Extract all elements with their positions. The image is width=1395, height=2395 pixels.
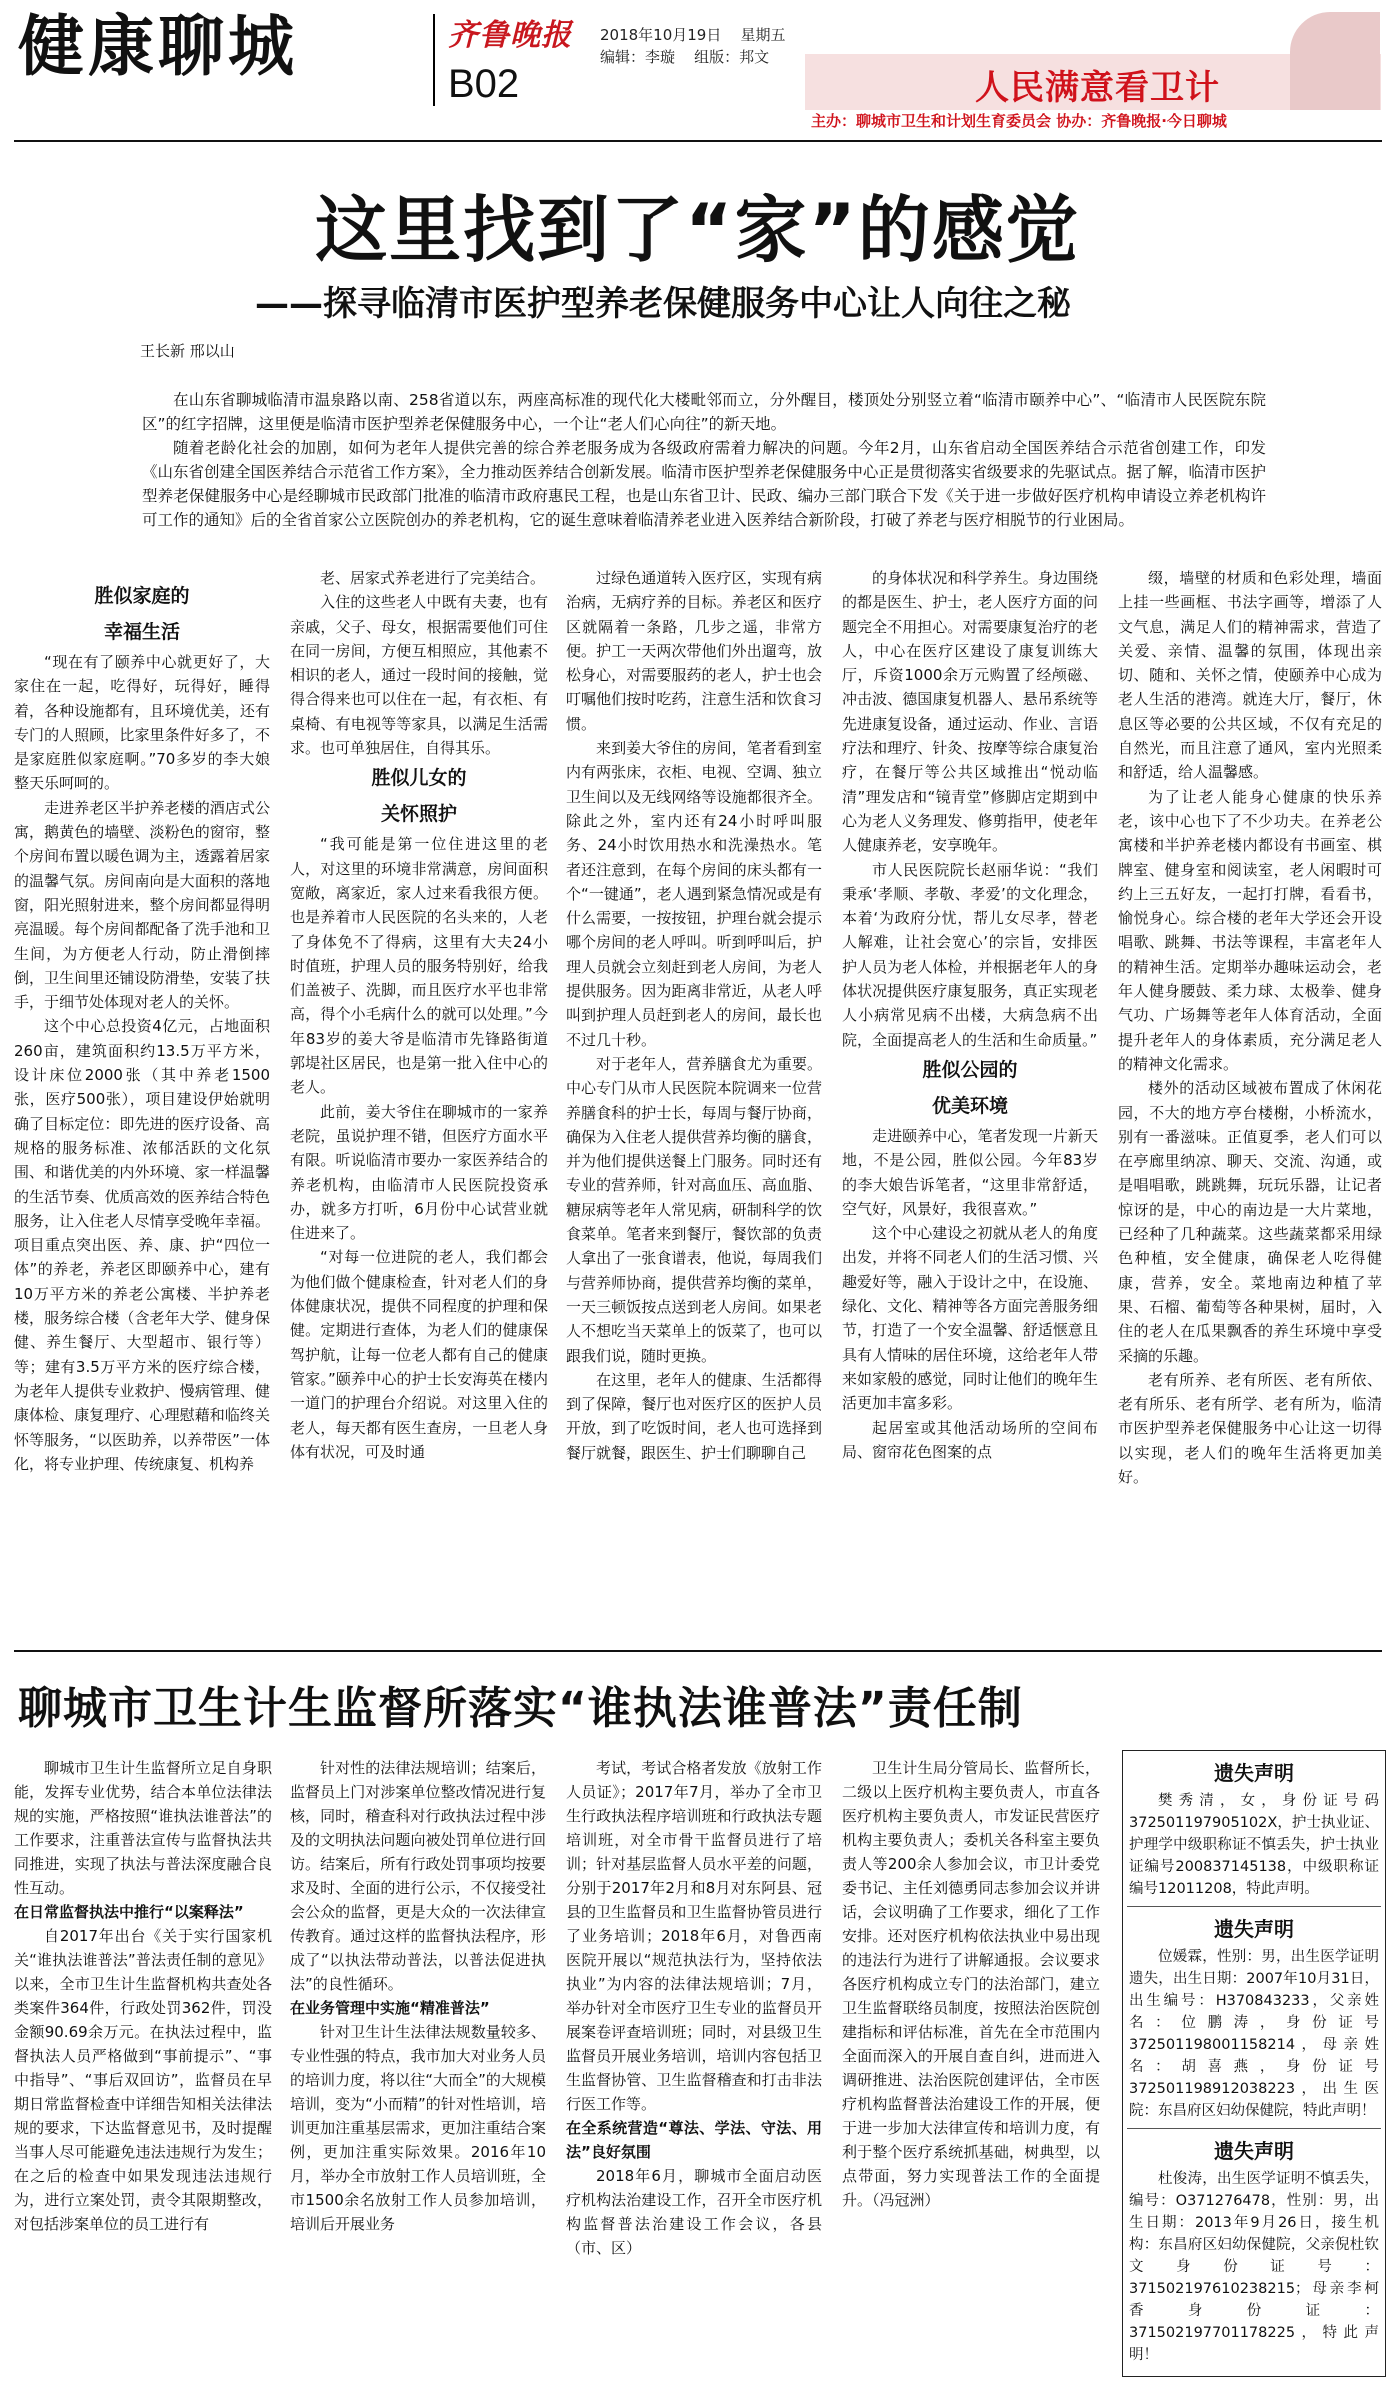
- nurse-illustration: [1290, 12, 1380, 110]
- paragraph: “现在有了颐养中心就更好了，大家住在一起，吃得好，玩得好，睡得着，各种设施都有，且环境优美，还有专门的人照顾，比家里条件好多了，不是家庭胜似家庭啊。”70多岁的李大娘整天乐呵呵的。: [14, 653, 270, 793]
- section-heading-line1: 胜似儿女的: [371, 767, 467, 790]
- section-heading-line2: 关怀照护: [380, 803, 457, 826]
- notice-body: 杜俊涛，出生医学证明不慎丢失，编号：O371276478，性别：男，出生日期：2013年9月26日，接生机构：东昌府区妇幼保健院，父亲倪杜钦文身份证号：371502197610238215；母亲李柯香身份证：371502197701178225，特此声明！: [1129, 2171, 1379, 2363]
- paragraph: 聊城市卫生计生监督所立足自身职能，发挥专业优势，结合本单位法律法规的实施，严格按照“谁执法谁普法”的工作要求，注重普法宣传与监督执法共同推进，实现了执法与普法深度融合良性互动。: [14, 1759, 272, 1897]
- paragraph: 起居室或其他活动场所的空间布局、窗帘花色图案的点: [842, 1418, 1098, 1461]
- paragraph: 走进颐养中心，笔者发现一片新天地，不是公园，胜似公园。今年83岁的李大娘告诉笔者，“这里非常舒适，空气好，风景好，我很喜欢。”: [842, 1126, 1098, 1218]
- paragraph: 缀，墙壁的材质和色彩处理，墙面上挂一些画框、书法字画等，增添了人文气息，满足人们的精神需求，营造了关爱、亲情、温馨的氛围，体现出亲切、随和、关怀之情，使颐养中心成为老人生活的港湾。就连大厅，餐厅，休息区等必要的公共区域，不仅有充足的自然光，而且注意了通风，室内光照柔和舒适，给人温馨感。: [1118, 569, 1382, 782]
- paragraph: 这个中心总投资4亿元，占地面积260亩，建筑面积约13.5万平方米，设计床位2000张（其中养老1500张，医疗500张），项目建设伊始就明确了目标定位：即先进的医疗设备、高规格的服务标准、浓郁活跃的文化氛围、和谐优美的内外环境、家一样温馨的生活节奏、优质高效的医养结合特色服务，让入住老人尽情享受晚年幸福。项目重点突出医、养、康、护“四位一体”的养老，养老区即颐养中心，建有10万平方米的养老公寓楼、半护养老楼，服务综合楼（含老年大学、健身保健、养生餐厅、大型超市、银行等）等；建有3.5万平方米的医疗综合楼，为老年人提供专业救护、慢病管理、健康体检、康复理疗、心理慰藉和临终关怀等服务，“以医助养，以养带医”一体化，将专业护理、传统康复、机构养: [14, 1017, 270, 1473]
- article-headline: 这里找到了“家”的感觉: [315, 188, 1080, 272]
- paragraph: 市人民医院院长赵丽华说：“我们秉承‘孝顺、孝敬、孝爱’的文化理念，本着‘为政府分忧，帮儿女尽孝，替老人解难，让社会宽心’的宗旨，安排医护人员为老人体检，并根据老年人的身体状况提供医疗康复服务，真正实现老人小病常见病不出楼，大病急病不出院，全面提高老人的生活和生命质量。”: [842, 860, 1098, 1049]
- masthead-rule: [14, 140, 1382, 142]
- article-column-3: [566, 566, 822, 1638]
- paragraph: 针对卫生计生法律法规数量较多、专业性强的特点，我市加大对业务人员的培训力度，将以往“大而全”的大规模培训，变为“小而精”的针对性培训，培训更加注重基层需求，更加注重结合案例，更加注重实际效果。2016年10月，举办全市放射工作人员培训班，全市1500余名放射工作人员参加培训，培训后开展业务: [290, 2023, 546, 2233]
- paragraph: 自2017年出台《关于实行国家机关“谁执法谁普法”普法责任制的意见》以来，全市卫生计生监督机构共查处各类案件364件，行政处罚362件，罚没金额90.69余万元。在执法过程中，监督执法人员严格做到“事前提示”、“事中指导”、“事后双回访”，监督员在早期日常监督检查中详细告知相关法律法规的要求，下达监督意见书，及时提醒当事人尽可能避免违法违规行为发生；在之后的检查中如果发现违法违规行为，进行立案处罚，责令其限期整改，对包括涉案单位的员工进行有: [14, 1927, 272, 2233]
- paragraph: 此前，姜大爷住在聊城市的一家养老院，虽说护理不错，但医疗方面水平有限。听说临清市要办一家医养结合的养老机构，由临清市人民医院投资承办，就多方打听，6月份中心试营业就住进来了。: [290, 1102, 548, 1243]
- section-heading-line2: 优美环境: [931, 1094, 1008, 1117]
- article2-headline: 聊城市卫生计生监督所落实“谁执法谁普法”责任制: [18, 1683, 1023, 1734]
- lost-notice-box: [1122, 1750, 1386, 2377]
- subheading: 在全系统营造“尊法、学法、守法、用法”良好氛围: [566, 2119, 822, 2161]
- issue-weekday: 星期五: [740, 26, 786, 44]
- notice-title: 遗失声明: [1214, 1761, 1294, 1785]
- section-heading-line1: 胜似公园的: [922, 1058, 1018, 1081]
- column-banner: [805, 54, 1381, 132]
- notice-title: 遗失声明: [1214, 2139, 1294, 2163]
- banner-title: 人民满意看卫计: [975, 68, 1220, 108]
- article-lead: [142, 388, 1266, 532]
- article-byline: 王长新 邢以山: [140, 342, 235, 360]
- banner-sponsors: 主办：聊城市卫生和计划生育委员会 协办：齐鲁晚报·今日聊城: [805, 110, 1381, 132]
- paragraph: 来到姜大爷住的房间，笔者看到室内有两张床，衣柜、电视、空调、独立卫生间以及无线网络等设施都很齐全。除此之外，室内还有24小时呼叫服务、24小时饮用热水和洗澡热水。笔者还注意到，在每个房间的床头都有一个“一键通”，老人遇到紧急情况或是有什么需要，一按按钮，护理台就会提示哪个房间的老人呼叫。听到呼叫后，护理人员就会立刻赶到老人房间，为老人提供服务。因为距离非常近，从老人呼叫到护理人员赶到老人的房间，最长也不过几十秒。: [566, 739, 822, 1049]
- paragraph: 的身体状况和科学养生。身边围绕的都是医生、护士，老人医疗方面的问题完全不用担心。对需要康复治疗的老人，中心在医疗区建设了康复训练大厅，斥资1000余万元购置了经颅磁、冲击波、德国康复机器人、悬吊系统等先进康复设备，通过运动、作业、言语疗法和理疗、针灸、按摩等综合康复治疗，在餐厅等公共区域推出“悦动临清”理发店和“镜青堂”修脚店定期到中心为老人义务理发、修剪指甲，使老年人健康养老，安享晚年。: [842, 569, 1098, 855]
- paragraph: 走进养老区半护养老楼的酒店式公寓，鹅黄色的墙壁、淡粉色的窗帘，整个房间布置以暖色调为主，透露着居家的温馨气氛。房间南向是大面积的落地窗，阳光照射进来，整个房间都显得明亮温暖。每个房间都配备了洗手池和卫生间，为方便老人行动，防止滑倒摔倒，卫生间里还铺设防滑垫，安装了扶手，于细节处体现对老人的关怀。: [14, 798, 270, 1012]
- article2-column-3: [566, 1756, 822, 2376]
- paragraph: 针对性的法律法规培训；结案后，监督员上门对涉案单位整改情况进行复核，同时，稽查科对行政执法过程中涉及的文明执法问题向被处罚单位进行回访。结案后，所有行政处罚事项均按要求及时、全面的进行公示，不仅接受社会公众的监督，更是大众的一次法律宣传教育。通过这样的监督执法程序，形成了“以执法带动普法，以普法促进执法”的良性循环。: [290, 1759, 546, 1993]
- subheading: 在业务管理中实施“精准普法”: [290, 1999, 490, 2017]
- designer: 组版：邦文: [694, 48, 770, 66]
- paragraph: 老、居家式养老进行了完美结合。: [320, 569, 546, 587]
- article-column-1: [14, 578, 270, 1638]
- article2-column-2: [290, 1756, 546, 2376]
- article-subheadline: ——探寻临清市医护型养老保健服务中心让人向往之秘: [255, 284, 1071, 324]
- newspaper-logo: 齐鲁晚报: [448, 18, 572, 53]
- article2-column-1: [14, 1756, 272, 2376]
- paragraph: “对每一位进院的老人，我们都会为他们做个健康检查，针对老人们的身体健康状况，提供不同程度的护理和保健。定期进行查体，为老人们的健康保驾护航，让每一位老人都有自己的健康管家。”颐养中心的护士长安海英在楼内一道门的护理台介绍说。对这里入住的老人，每天都有医生查房，一旦老人身体有状况，可及时通: [290, 1248, 548, 1461]
- paragraph: 对于老年人，营养膳食尤为重要。中心专门从市人民医院本院调来一位营养膳食科的护士长，每周与餐厅协商，确保为入住老人提供营养均衡的膳食，并为他们提供送餐上门服务。同时还有专业的营养师，针对高血压、高血脂、糖尿病等老年人常见病，研制科学的饮食菜单。笔者来到餐厅，餐饮部的负责人拿出了一张食谱表，他说，每周我们与营养师协商，提供营养均衡的菜单，一天三顿饭按点送到老人房间。如果老人不想吃当天菜单上的饭菜了，也可以跟我们说，随时更换。: [566, 1054, 822, 1365]
- paragraph: 入住的这些老人中既有夫妻，也有亲戚，父子、母女，根据需要他们可住在同一房间，方便互相照应，其他素不相识的老人，通过一段时间的接触，觉得合得来也可以住在一起，有衣柜、有桌椅、有电视等等家具，以满足生活需求。也可单独居住，自得其乐。: [290, 593, 548, 758]
- paragraph: “我可能是第一位住进这里的老人，对这里的环境非常满意，房间面积宽敞，离家近，家人过来看我很方便。也是养着市人民医院的名头来的，人老了身体免不了得病，这里有大夫24小时值班，护理人员的服务特别好，给我们盖被子、洗脚，而且医疗水平也非常高，得个小毛病什么的就可以处理。”今年83岁的姜大爷是临清市先锋路街道郭堤社区居民，也是第一批入住中心的老人。: [290, 835, 548, 1097]
- paragraph: 为了让老人能身心健康的快乐养老，该中心也下了不少功夫。在养老公寓楼和半护养老楼内都设有书画室、棋牌室、健身室和阅读室，老人闲暇时可约上三五好友，一起打打牌，看看书，愉悦身心。综合楼的老年大学还会开设唱歌、跳舞、书法等课程，丰富老年人的精神生活。定期举办趣味运动会，老年人健身腰鼓、柔力球、太极拳、健身气功、广场舞等老年人体育活动，全面提升老年人的身体素质，充分满足老人的精神文化需求。: [1118, 787, 1382, 1073]
- paragraph: 老有所养、老有所医、老有所依、老有所乐、老有所学、老有所为，临清市医护型养老保健服务中心让这一切得以实现，老人们的晚年生活将更加美好。: [1118, 1370, 1382, 1486]
- masthead-divider: [433, 14, 435, 106]
- notice-title: 遗失声明: [1214, 1917, 1294, 1941]
- paragraph: 在这里，老年人的健康、生活都得到了保障，餐厅也对医疗区的医护人员开放，到了吃饭时间，老人也可选择到餐厅就餐，跟医生、护士们聊聊自己: [566, 1370, 822, 1462]
- section-heading: [290, 760, 548, 832]
- section-heading-line1: 胜似家庭的: [94, 585, 190, 607]
- issue-date: 2018年10月19日: [600, 26, 722, 44]
- paragraph: 卫生计生局分管局长、监督所长，二级以上医疗机构主要负责人，市直各医疗机构主要负责人，市发证民营医疗机构主要负责人；委机关各科室主要负责人等200余人参加会议，市卫计委党委书记、主任刘德勇同志参加会议并讲话，会议明确了工作要求，细化了工作安排。还对医疗机构依法执业中易出现的违法行为进行了讲解通报。会议要求各医疗机构成立专门的法治部门，建立卫生监督联络员制度，按照法治医院创建指标和评估标准，首先在全市范围内全面而深入的开展自查自纠，进而进入调研推进、法治医院创建评估，全市医疗机构监督普法治建设工作的开展，便于进一步加大法律宣传和培训力度，有利于整个医疗系统抓基础，树典型，以点带面，努力实现普法工作的全面提升。（冯冠洲）: [842, 1759, 1100, 2209]
- lead-paragraph: 随着老龄化社会的加剧，如何为老年人提供完善的综合养老服务成为各级政府需着力解决的问题。今年2月，山东省启动全国医养结合示范省创建工作，印发《山东省创建全国医养结合示范省工作方案》，全力推动医养结合创新发展。临清市医护型养老保健服务中心正是贯彻落实省级要求的先驱试点。据了解，临清市医护型养老保健服务中心是经聊城市民政部门批准的临清市政府惠民工程，也是山东省卫计、民政、编办三部门联合下发《关于进一步做好医疗机构申请设立养老机构许可工作的通知》后的全省首家公立医院创办的养老机构，它的诞生意味着临清养老业进入医养结合新阶段，打破了养老与医疗相脱节的行业困局。: [142, 439, 1266, 529]
- notice-divider: [1127, 1906, 1381, 1907]
- article-column-2: [290, 566, 548, 1638]
- subheading: 在日常监督执法中推行“以案释法”: [14, 1903, 244, 1921]
- notice-body: 位媛霖，性别：男，出生医学证明遗失，出生日期：2007年10月31日，出生编号：H370843233，父亲姓名：位鹏涛，身份证号372501198001158214，母亲姓名：胡喜燕，身份证号372501198912038223，出生医院：东昌府区妇幼保健院，特此声明！: [1129, 1949, 1379, 2119]
- page-number: B02: [448, 62, 520, 106]
- article-column-4: [842, 566, 1098, 1638]
- article-column-5: [1118, 566, 1382, 1638]
- editor-line: [600, 46, 769, 67]
- lead-paragraph: 在山东省聊城临清市温泉路以南、258省道以东，两座高标准的现代化大楼毗邻而立，分外醒目，楼顶处分别竖立着“临清市颐养中心”、“临清市人民医院东院区”的红字招牌，这里便是临清市医护型养老保健服务中心，一个让“老人们心向往”的新天地。: [142, 391, 1266, 433]
- notice-body: 樊秀清，女，身份证号码372501197905102X，护士执业证、护理学中级职称证不慎丢失，护士执业证编号200837145138，中级职称证编号12011208，特此声明。: [1129, 1793, 1379, 1897]
- section-heading-line2: 幸福生活: [103, 621, 180, 643]
- editor: 编辑：李璇: [600, 48, 676, 66]
- section-title: 健康聊城: [18, 8, 298, 85]
- notice-divider: [1127, 2128, 1381, 2129]
- paragraph: 2018年6月，聊城市全面启动医疗机构法治建设工作，召开全市医疗机构监督普法治建设工作会议，各县（市、区）: [566, 2167, 822, 2257]
- article2-column-4: [842, 1756, 1100, 2376]
- article-divider: [14, 1650, 1382, 1652]
- paragraph: 楼外的活动区域被布置成了休闲花园，不大的地方亭台楼榭，小桥流水，别有一番滋味。正值夏季，老人们可以在亭廊里纳凉、聊天、交流、沟通，或是唱唱歌，跳跳舞，玩玩乐器，让记者惊讶的是，中心的南边是一大片菜地，已经种了几种蔬菜。这些蔬菜都采用绿色种植，安全健康，确保老人吃得健康，营养，安全。菜地南边种植了苹果、石榴、葡萄等各种果树，届时，入住的老人在瓜果飘香的养生环境中享受采摘的乐趣。: [1118, 1079, 1382, 1365]
- section-heading: [842, 1052, 1098, 1124]
- issue-date-line: [600, 24, 785, 45]
- paragraph: 考试，考试合格者发放《放射工作人员证》；2017年7月，举办了全市卫生行政执法程序培训班和行政执法专题培训班，对全市骨干监督员进行了培训；针对基层监督人员水平差的问题，分别于2017年2月和8月对东阿县、冠县的卫生监督员和卫生监督协管员进行了业务培训；2018年6月，对鲁西南医院开展以“规范执法行为，坚持依法执业”为内容的法律法规培训；7月，举办针对全市医疗卫生专业的监督员开展案卷评查培训班；同时，对县级卫生监督员开展业务培训，培训内容包括卫生监督协管、卫生监督稽查和打击非法行医工作等。: [566, 1759, 822, 2113]
- paragraph: 这个中心建设之初就从老人的角度出发，并将不同老人们的生活习惯、兴趣爱好等，融入于设计之中，在设施、绿化、文化、精神等各方面完善服务细节，打造了一个安全温馨、舒适惬意且具有人情味的居住环境，这给老年人带来如家般的感觉，同时让他们的晚年生活更加丰富多彩。: [842, 1224, 1098, 1413]
- section-heading: [14, 578, 270, 650]
- paragraph: 过绿色通道转入医疗区，实现有病治病，无病疗养的目标。养老区和医疗区就隔着一条路，几步之遥，非常方便。护工一天两次带他们外出遛弯，放松身心，对需要服药的老人，护士也会叮嘱他们按时吃药，注意生活和饮食习惯。: [566, 569, 822, 733]
